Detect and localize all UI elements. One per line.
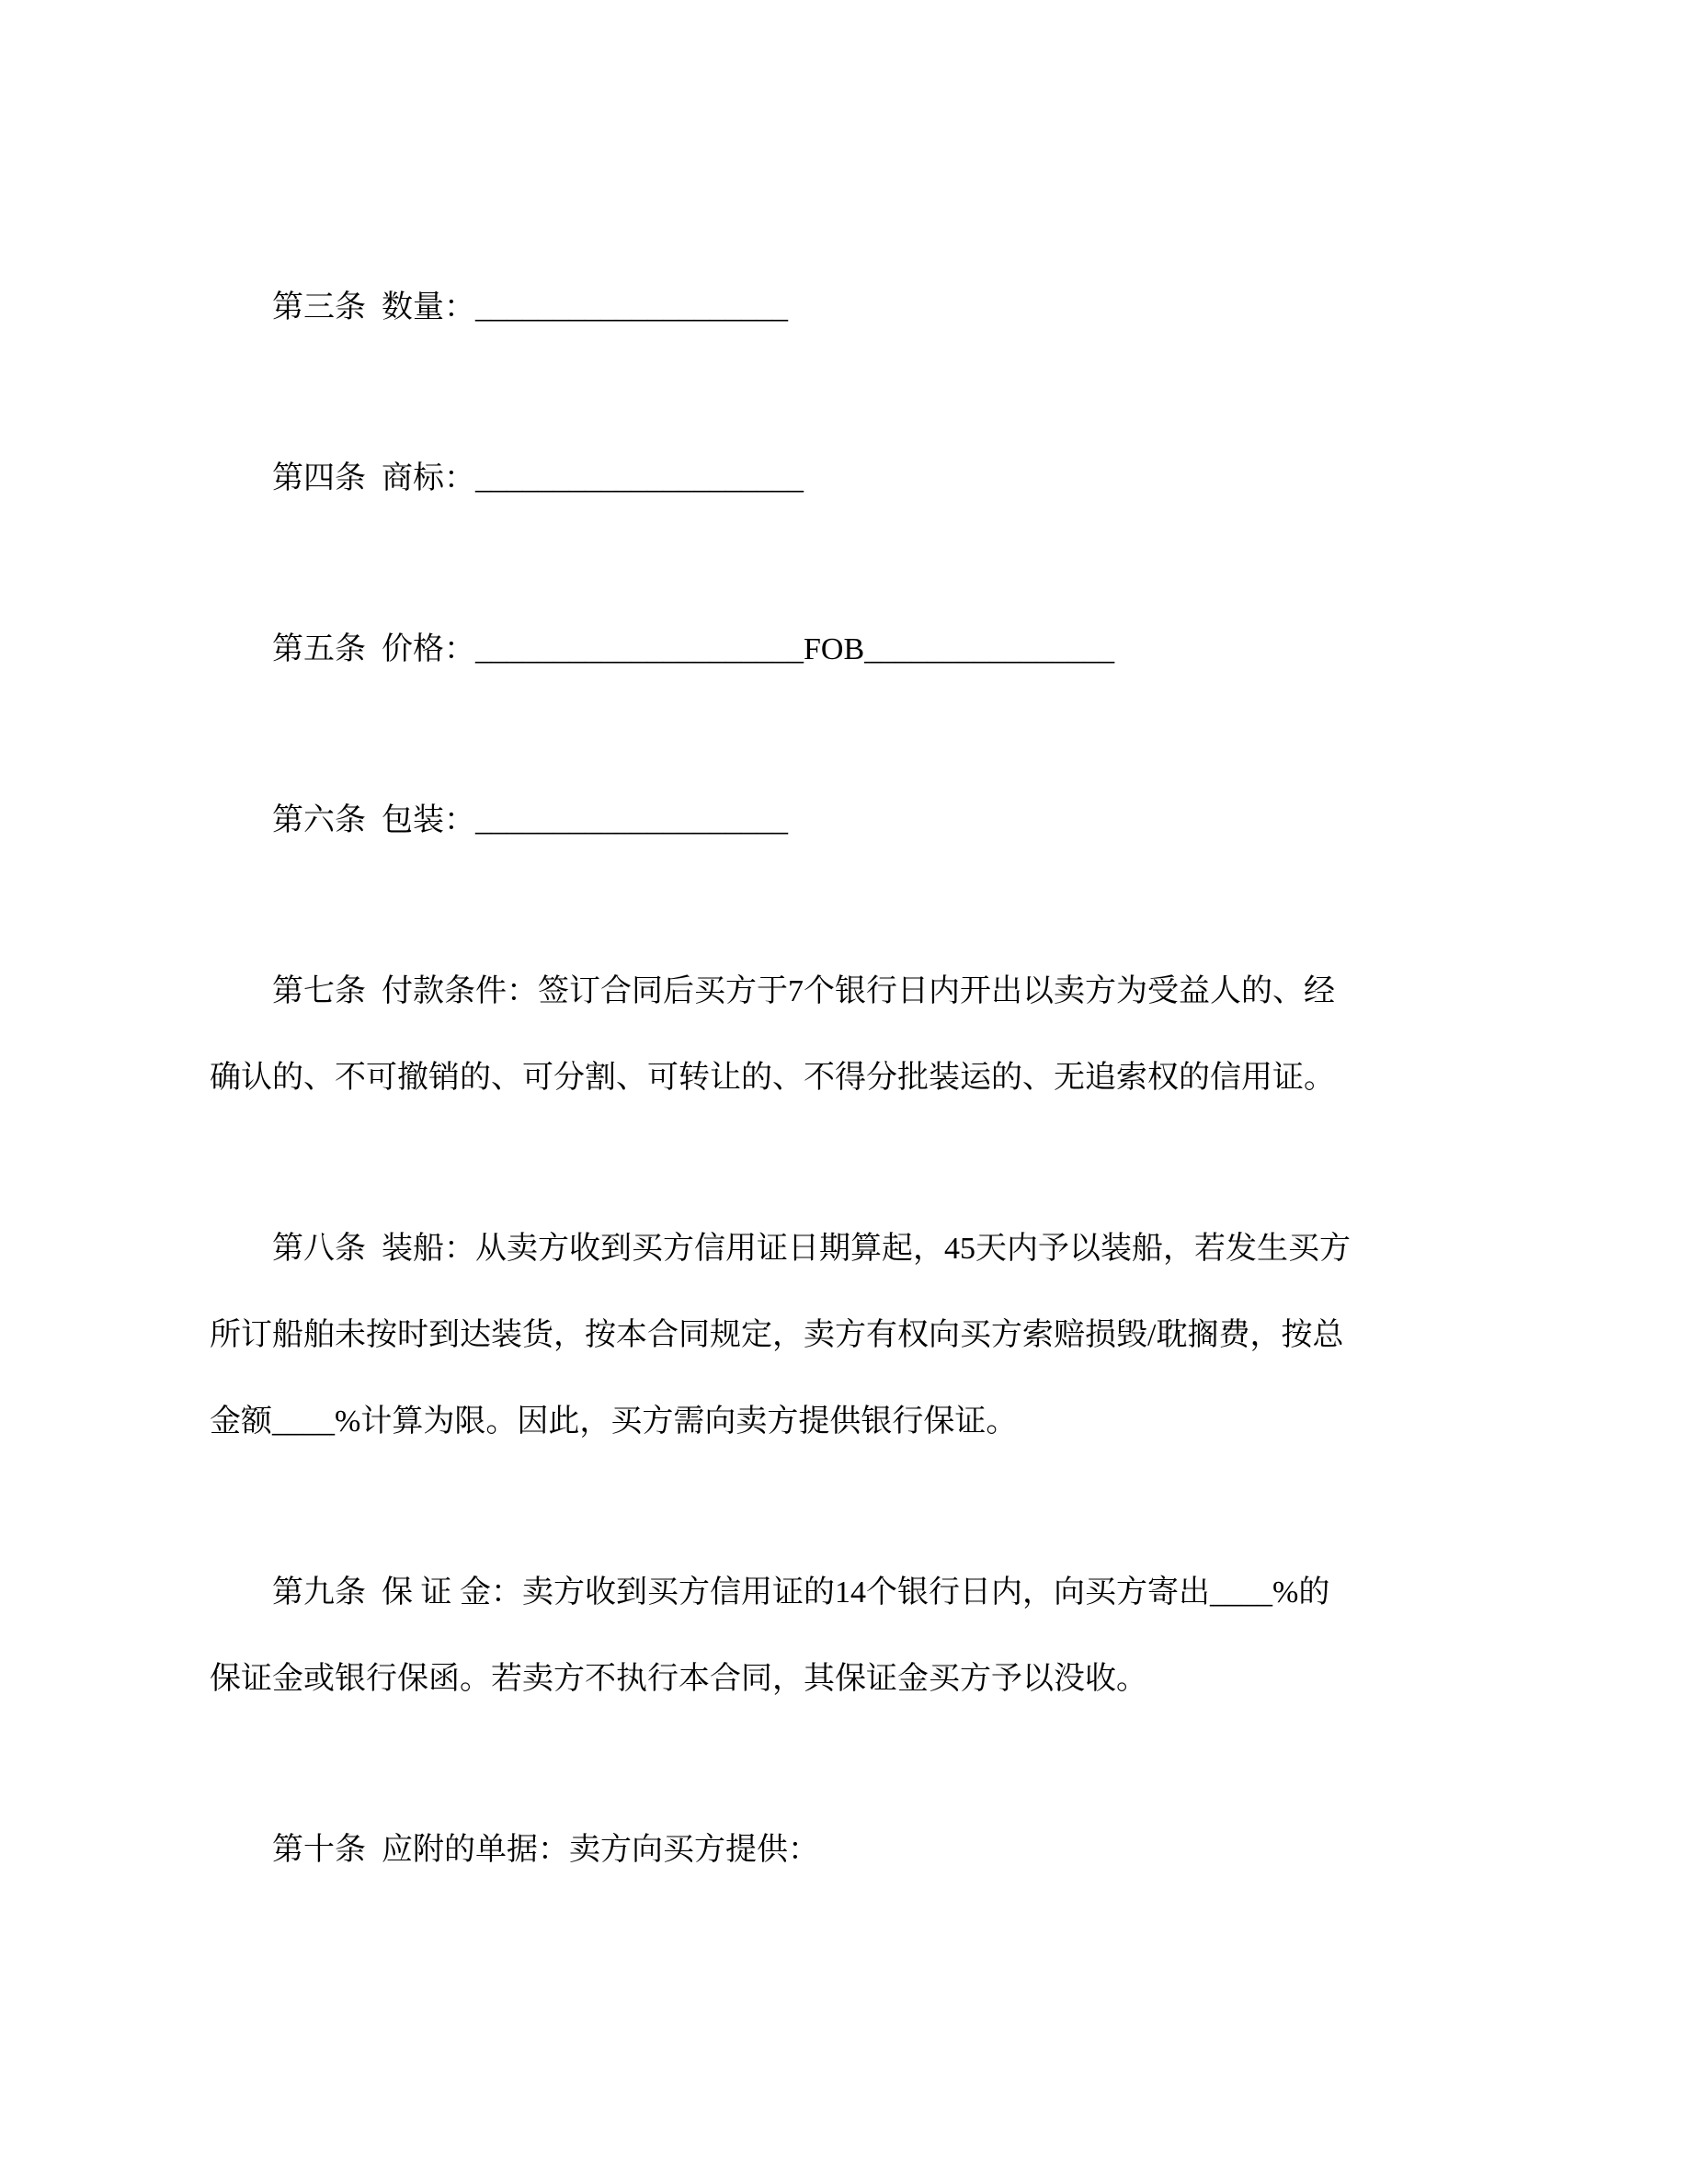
clause-trademark (210, 436, 1394, 522)
clause-payment-terms-line-1: 第七条 付款条件：签订合同后买方于7个银行日内开出以卖方为受益人的、经 (272, 974, 1335, 1008)
clause-trademark-line: 第四条 商标：_____________________ (272, 461, 804, 495)
clause-shipment-line-2: 所订船舶未按时到达装货，按本合同规定，卖方有权向买方索赔损毁/耽搁费，按总 (210, 1318, 1344, 1352)
clause-price-fob (210, 607, 1394, 693)
clause-deposit-line-1: 第九条 保 证 金：卖方收到买方信用证的14个银行日内，向买方寄出____%的 (272, 1575, 1330, 1610)
clause-price-fob-line: 第五条 价格：_____________________FOB________________ (272, 632, 1115, 666)
clause-deposit-line-2: 保证金或银行保函。若卖方不执行本合同，其保证金买方予以没收。 (210, 1662, 1147, 1696)
clause-quantity-line: 第三条 数量：____________________ (272, 290, 788, 324)
clause-quantity (210, 265, 1394, 351)
clause-payment-terms-line-2: 确认的、不可撤销的、可分割、可转让的、不得分批装运的、无追索权的信用证。 (210, 1061, 1335, 1095)
clause-shipment-line-3: 金额____%计算为限。因此，买方需向卖方提供银行保证。 (210, 1405, 1018, 1439)
clause-deposit (210, 1550, 1394, 1723)
clause-payment-terms (210, 949, 1394, 1121)
clause-shipment (210, 1206, 1394, 1465)
clause-attached-documents (210, 1807, 1394, 1894)
clause-packaging-line: 第六条 包装：____________________ (272, 803, 788, 837)
clause-attached-documents-line: 第十条 应附的单据：卖方向买方提供： (272, 1833, 819, 1867)
clause-shipment-line-1: 第八条 装船：从卖方收到买方信用证日期算起，45天内予以装船，若发生买方 (272, 1232, 1351, 1266)
clause-packaging (210, 778, 1394, 864)
